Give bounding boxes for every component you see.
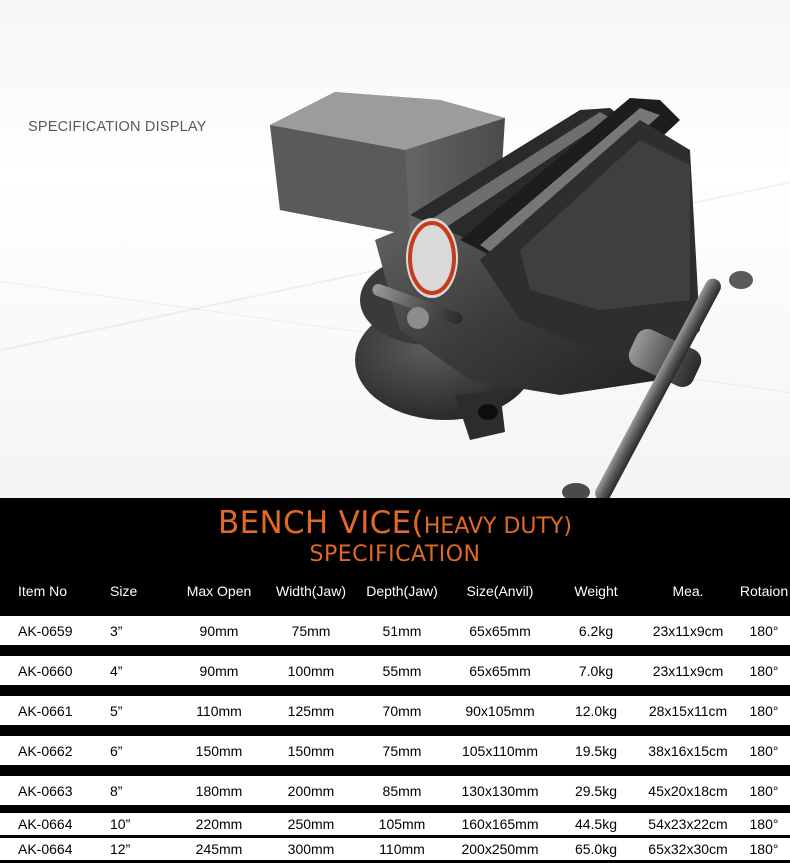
cell-size-anvil: 65x65mm	[469, 622, 531, 639]
specification-table	[0, 566, 790, 860]
cell-max-open: 180mm	[195, 782, 243, 799]
cell-width-jaw: 250mm	[287, 816, 335, 832]
table-row	[0, 736, 790, 765]
cell-size: 8”	[110, 782, 123, 799]
cell-rotation: 180°	[749, 841, 779, 857]
cell-size: 12”	[110, 841, 131, 857]
cell-max-open: 90mm	[199, 622, 239, 639]
title-heavy-duty: HEAVY DUTY)	[423, 514, 572, 539]
cell-item-no: AK-0659	[18, 622, 73, 639]
cell-weight: 12.0kg	[574, 702, 618, 719]
cell-width-jaw: 300mm	[287, 841, 335, 857]
cell-size: 10”	[110, 816, 131, 832]
header-size: Size	[110, 583, 138, 599]
cell-size: 3”	[110, 622, 123, 639]
cell-item-no: AK-0664	[18, 816, 73, 832]
cell-size-anvil: 130x130mm	[461, 782, 539, 799]
row-gap	[0, 645, 790, 656]
cell-item-no: AK-0663	[18, 782, 73, 799]
product-title	[0, 505, 790, 541]
specification-display-label: SPECIFICATION DISPLAY	[28, 119, 207, 135]
cell-rotation: 180°	[749, 816, 779, 832]
header-width-jaw: Width(Jaw)	[275, 583, 346, 599]
title-main: BENCH VICE(	[218, 505, 424, 541]
cell-rotation: 180°	[749, 662, 779, 679]
cell-item-no: AK-0660	[18, 662, 73, 679]
header-max-open: Max Open	[186, 583, 252, 599]
cell-size-anvil: 65x65mm	[469, 662, 531, 679]
cell-size-anvil: 160x165mm	[461, 816, 539, 832]
cell-width-jaw: 150mm	[287, 742, 335, 759]
table-row	[0, 838, 790, 860]
cell-weight: 65.0kg	[574, 841, 618, 857]
table-row	[0, 776, 790, 805]
cell-rotation: 180°	[749, 742, 779, 759]
cell-weight: 19.5kg	[574, 742, 618, 759]
cell-width-jaw: 125mm	[287, 702, 335, 719]
table-row	[0, 696, 790, 725]
header-mea: Mea.	[672, 583, 704, 599]
cell-max-open: 90mm	[199, 662, 239, 679]
cell-mea: 28x15x11cm	[648, 702, 728, 719]
cell-mea: 23x11x9cm	[652, 662, 724, 679]
cell-mea: 45x20x18cm	[648, 782, 728, 799]
cell-size-anvil: 200x250mm	[461, 841, 539, 857]
cell-mea: 54x23x22cm	[648, 816, 728, 832]
cell-width-jaw: 75mm	[291, 622, 331, 639]
cell-size: 6”	[110, 742, 123, 759]
header-item-no: Item No	[18, 583, 68, 599]
cell-rotation: 180°	[749, 782, 779, 799]
cell-depth-jaw: 85mm	[382, 782, 422, 799]
row-gap	[0, 805, 790, 813]
cell-size-anvil: 90x105mm	[465, 702, 535, 719]
cell-max-open: 220mm	[195, 816, 243, 832]
specification-heading: SPECIFICATION	[309, 542, 481, 567]
row-gap	[0, 725, 790, 736]
cell-weight: 6.2kg	[578, 622, 614, 639]
cell-size: 4”	[110, 662, 123, 679]
table-row	[0, 616, 790, 645]
table-row	[0, 656, 790, 685]
cell-mea: 65x32x30cm	[648, 841, 728, 857]
header-weight: Weight	[574, 583, 618, 599]
cell-rotation: 180°	[749, 622, 779, 639]
cell-width-jaw: 100mm	[287, 662, 335, 679]
cell-depth-jaw: 110mm	[379, 841, 425, 857]
cell-depth-jaw: 70mm	[382, 702, 422, 719]
cell-max-open: 245mm	[195, 841, 243, 857]
cell-size-anvil: 105x110mm	[461, 742, 538, 759]
cell-size: 5”	[110, 702, 123, 719]
header-size-anvil: Size(Anvil)	[466, 583, 534, 599]
cell-depth-jaw: 105mm	[378, 816, 426, 832]
header-rotation: Rotaion	[739, 583, 789, 599]
cell-item-no: AK-0662	[18, 742, 73, 759]
cell-max-open: 150mm	[195, 742, 243, 759]
cell-depth-jaw: 75mm	[382, 742, 422, 759]
cell-rotation: 180°	[749, 702, 779, 719]
cell-weight: 29.5kg	[574, 782, 618, 799]
cell-weight: 44.5kg	[574, 816, 618, 832]
cell-mea: 38x16x15cm	[648, 742, 728, 759]
cell-item-no: AK-0661	[18, 702, 73, 719]
row-gap	[0, 765, 790, 776]
cell-max-open: 110mm	[196, 702, 242, 719]
row-gap	[0, 685, 790, 696]
cell-weight: 7.0kg	[578, 662, 614, 679]
cell-depth-jaw: 51mm	[382, 622, 422, 639]
cell-mea: 23x11x9cm	[652, 622, 724, 639]
header-depth-jaw: Depth(Jaw)	[366, 583, 438, 599]
cell-item-no: AK-0664	[18, 841, 73, 857]
cell-depth-jaw: 55mm	[382, 662, 422, 679]
cell-width-jaw: 200mm	[287, 782, 335, 799]
table-row	[0, 813, 790, 835]
table-header-row	[0, 566, 790, 616]
